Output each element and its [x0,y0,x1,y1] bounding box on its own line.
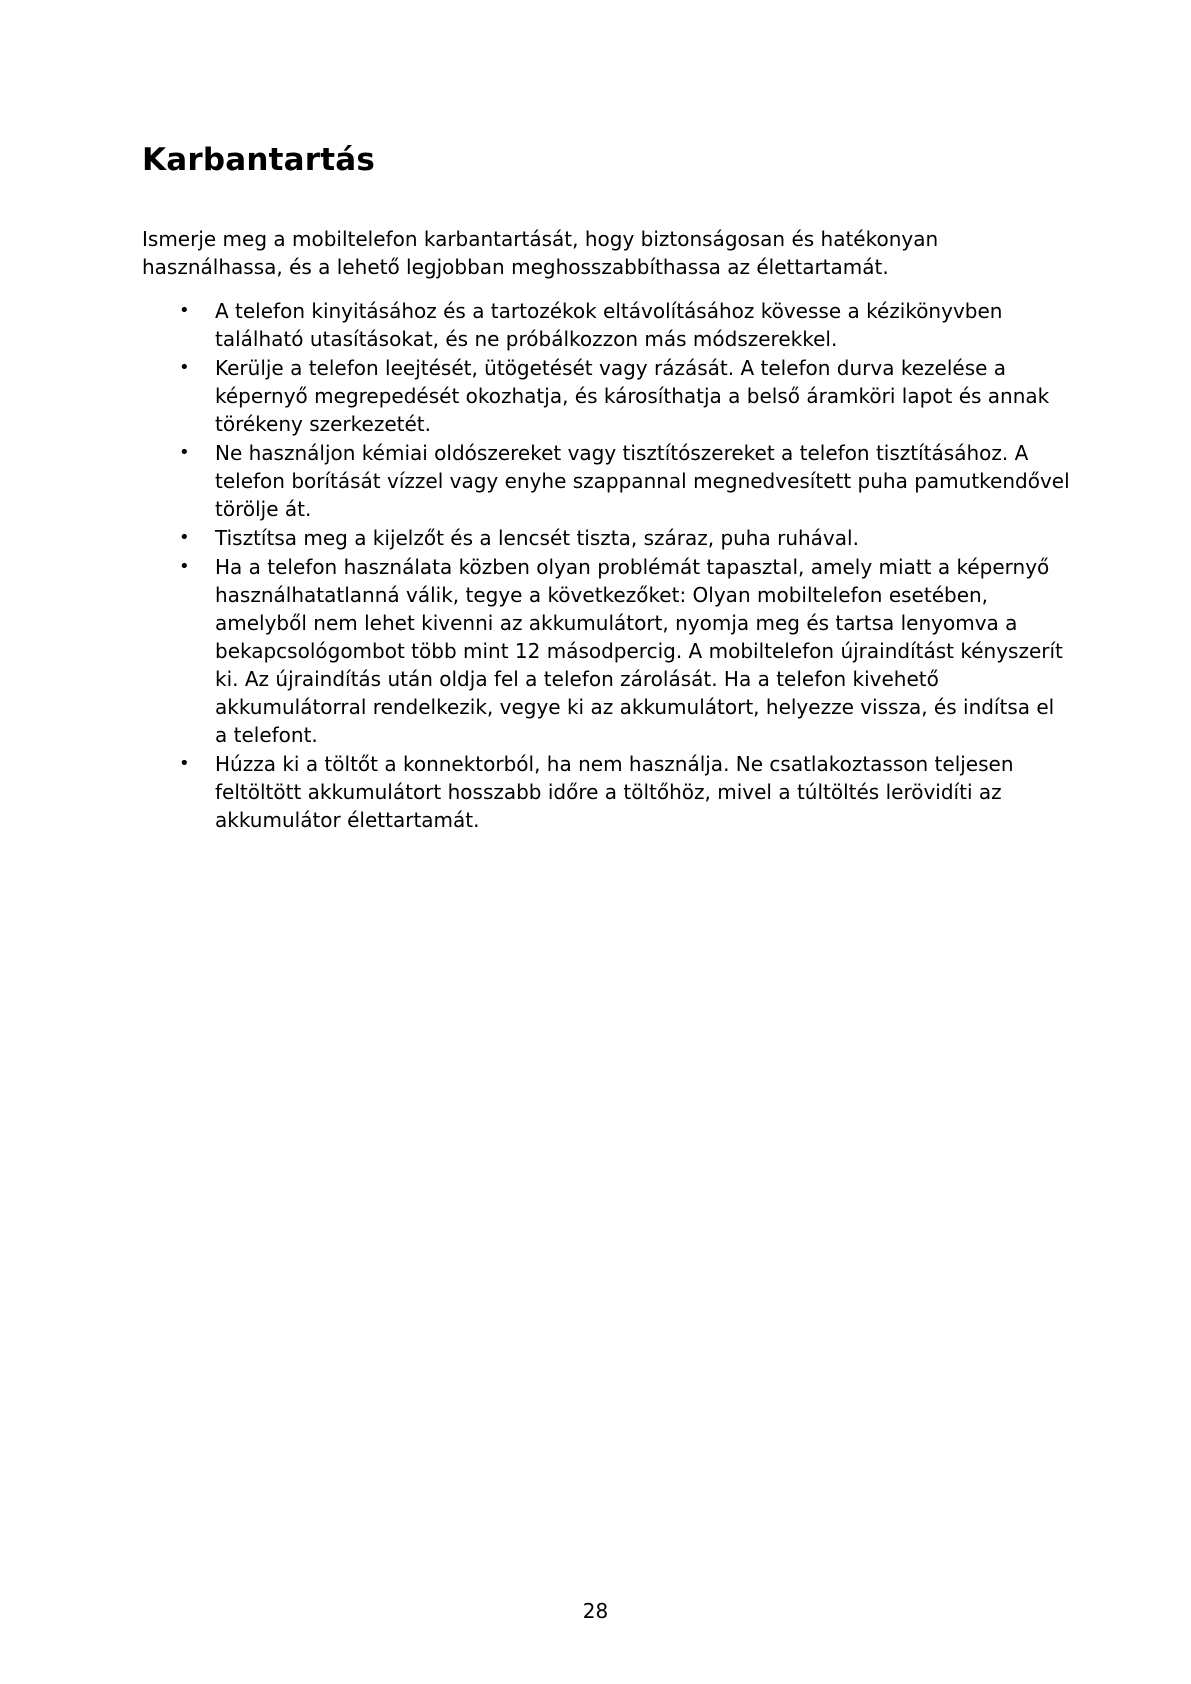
list-item-text: Húzza ki a töltőt a konnektorból, ha nem használja. Ne csatlakoztasson teljesen feltöltött akkumulátort hosszabb időre a töltőhöz, mivel a túltöltés lerövidíti az akkumulátor élettartamát. [215,752,1014,832]
list-item-text: Tisztítsa meg a kijelzőt és a lencsét tiszta, száraz, puha ruhával. [215,526,859,550]
list-item [142,553,1072,749]
bullet-icon: • [179,556,190,577]
page-number: 28 [582,1599,609,1623]
list-item [142,750,1072,834]
list-item-text: Ha a telefon használata közben olyan problémát tapasztal, amely miatt a képernyő használhatatlanná válik, tegye a következőket: Olyan mobiltelefon esetében, amelyből nem lehet kivenni az akkumulátort, nyomja meg és tartsa lenyomva a bekapcsológombot több mint 12 másodpercig. A mobiltelefon újraindítást kényszerít ki. Az újraindítás után oldja fel a telefon zárolását. Ha a telefon kivehető akkumulátorral rendelkezik, vegye ki az akkumulátort, helyezze vissza, és indítsa el a telefont. [215,555,1063,747]
list-item-text: Kerülje a telefon leejtését, ütögetését vagy rázását. A telefon durva kezelése a képernyő megrepedését okozhatja, és károsíthatja a belső áramköri lapot és annak törékeny szerkezetét. [215,356,1050,436]
bullet-icon: • [179,442,190,463]
bullet-icon: • [179,527,190,548]
list-item [142,439,1072,523]
intro-paragraph: Ismerje meg a mobiltelefon karbantartását, hogy biztonságosan és hatékonyan használhassa, és a lehető legjobban meghosszabbíthassa az élettartamát. [142,227,939,279]
list-item [142,354,1072,438]
list-item-text: A telefon kinyitásához és a tartozékok eltávolításához kövesse a kézikönyvben található utasításokat, és ne próbálkozzon más módszerekkel. [215,299,1003,351]
list-item-text: Ne használjon kémiai oldószereket vagy tisztítószereket a telefon tisztításához. A telefon borítását vízzel vagy enyhe szappannal megnedvesített puha pamutkendővel törölje át. [215,441,1070,521]
bullet-icon: • [179,753,190,774]
maintenance-list [142,297,1072,835]
bullet-icon: • [179,300,190,321]
list-item [142,297,1072,353]
bullet-icon: • [179,357,190,378]
list-item [142,524,1072,552]
page-title: Karbantartás [142,142,376,178]
